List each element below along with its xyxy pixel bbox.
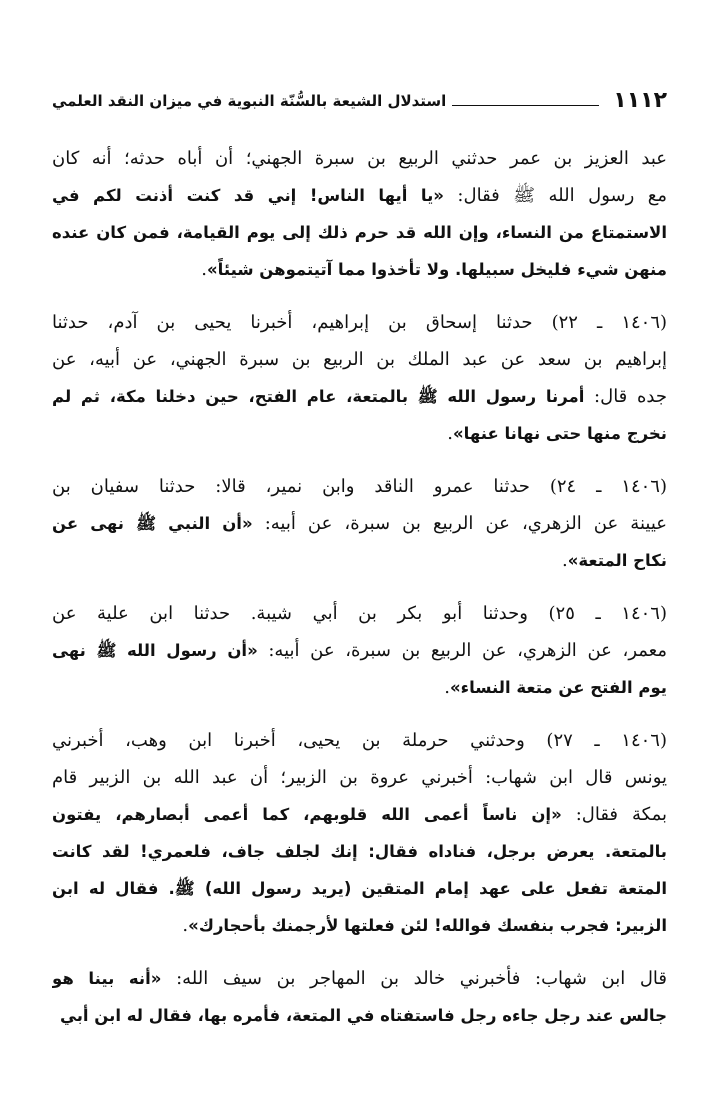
bold-text-segment: منهن شيء فليخل سبيلها. ولا تأخذوا مما آتيتموهن شيئاً» (207, 260, 667, 279)
text-line (52, 468, 667, 505)
text-line (52, 632, 667, 669)
bold-text-segment: بالمتعة. يعرض برجل، فناداه فقال: إنك لجلف جاف، فلعمري! لقد كانت (52, 842, 667, 861)
bold-text-segment: نخرج منها حتى نهانا عنها» (452, 424, 667, 443)
running-title: استدلال الشيعة بالسُّنّة النبوية في ميزان النقد العلمي (52, 92, 447, 110)
text-segment: . (444, 677, 450, 698)
text-line (52, 378, 667, 415)
page-number: ١١١٢ (613, 88, 667, 113)
text-segment: (١٤٠٦ ـ ٢٢) حدثنا إسحاق بن إبراهيم، أخبرنا يحيى بن آدم، حدثنا (52, 312, 667, 333)
header-rule (452, 105, 599, 106)
text-segment: . (447, 423, 453, 444)
text-line (52, 505, 667, 542)
text-line (52, 796, 667, 833)
text-segment: مع رسول الله ﷺ فقال: (443, 185, 667, 206)
text-segment: . (182, 915, 189, 936)
bold-text-segment: «أن النبي ﷺ نهى عن (52, 514, 253, 533)
text-line (52, 960, 667, 997)
paragraph (52, 468, 667, 579)
text-line (52, 415, 667, 452)
paragraph (52, 595, 667, 706)
text-line (52, 997, 667, 1034)
bold-text-segment: «إن ناساً أعمى الله قلوبهم، كما أعمى أبصارهم، يفتون (52, 805, 562, 824)
text-segment: إبراهيم بن سعد عن عبد الملك بن الربيع بن سبرة الجهني، عن أبيه، عن (52, 349, 667, 370)
text-line (52, 251, 667, 288)
page-body (52, 140, 667, 1050)
bold-text-segment: نكاح المتعة» (567, 551, 667, 570)
bold-text-segment: المتعة تفعل على عهد إمام المتقين (يريد رسول الله) ﷺ. فقال له ابن (52, 879, 667, 898)
bold-text-segment: «يا أيها الناس! إني قد كنت أذنت لكم في (52, 186, 444, 205)
text-segment: عيينة عن الزهري، عن الربيع بن سبرة، عن أبيه: (252, 513, 667, 534)
text-line (52, 140, 667, 177)
text-line (52, 907, 667, 944)
text-segment: بمكة فقال: (561, 804, 667, 825)
text-segment: (١٤٠٦ ـ ٢٤) حدثنا عمرو الناقد وابن نمير، قالا: حدثنا سفيان بن (52, 476, 667, 497)
text-segment: معمر، عن الزهري، عن الربيع بن سبرة، عن أبيه: (257, 640, 667, 661)
paragraph (52, 140, 667, 288)
bold-text-segment: الاستمتاع من النساء، وإن الله قد حرم ذلك إلى يوم القيامة، فمن كان عنده (52, 223, 667, 242)
text-line (52, 595, 667, 632)
bold-text-segment: «أنه بينا هو (52, 969, 162, 988)
text-line (52, 833, 667, 870)
text-segment: . (201, 259, 207, 280)
text-line (52, 870, 667, 907)
text-segment: . (562, 550, 568, 571)
text-segment: (١٤٠٦ ـ ٢٥) وحدثنا أبو بكر بن أبي شيبة. حدثنا ابن علية عن (52, 603, 667, 624)
bold-text-segment: يوم الفتح عن متعة النساء» (449, 678, 667, 697)
bold-text-segment: أمرنا رسول الله ﷺ بالمتعة، عام الفتح، حين دخلنا مكة، ثم لم (52, 387, 585, 406)
running-header (52, 84, 667, 112)
text-line (52, 341, 667, 378)
text-line (52, 722, 667, 759)
text-segment: جده قال: (584, 386, 667, 407)
bold-text-segment: جالس عند رجل جاءه رجل فاستفتاه في المتعة، فأمره بها، فقال له ابن أبي (60, 1006, 667, 1025)
text-segment: قال ابن شهاب: فأخبرني خالد بن المهاجر بن سيف الله: (161, 968, 667, 989)
paragraph (52, 960, 667, 1034)
text-line (52, 759, 667, 796)
text-line (52, 214, 667, 251)
bold-text-segment: «أن رسول الله ﷺ نهى (52, 641, 258, 660)
text-line (52, 669, 667, 706)
text-line (52, 177, 667, 214)
paragraph (52, 304, 667, 452)
text-segment: عبد العزيز بن عمر حدثني الربيع بن سبرة الجهني؛ أن أباه حدثه؛ أنه كان (52, 148, 667, 169)
text-line (52, 542, 667, 579)
bold-text-segment: الزبير: فجرب بنفسك فوالله! لئن فعلتها لأرجمنك بأحجارك» (188, 916, 667, 935)
text-segment: (١٤٠٦ ـ ٢٧) وحدثني حرملة بن يحيى، أخبرنا ابن وهب، أخبرني (52, 730, 667, 751)
text-segment: يونس قال ابن شهاب: أخبرني عروة بن الزبير؛ أن عبد الله بن الزبير قام (52, 767, 667, 788)
paragraph (52, 722, 667, 944)
text-line (52, 304, 667, 341)
